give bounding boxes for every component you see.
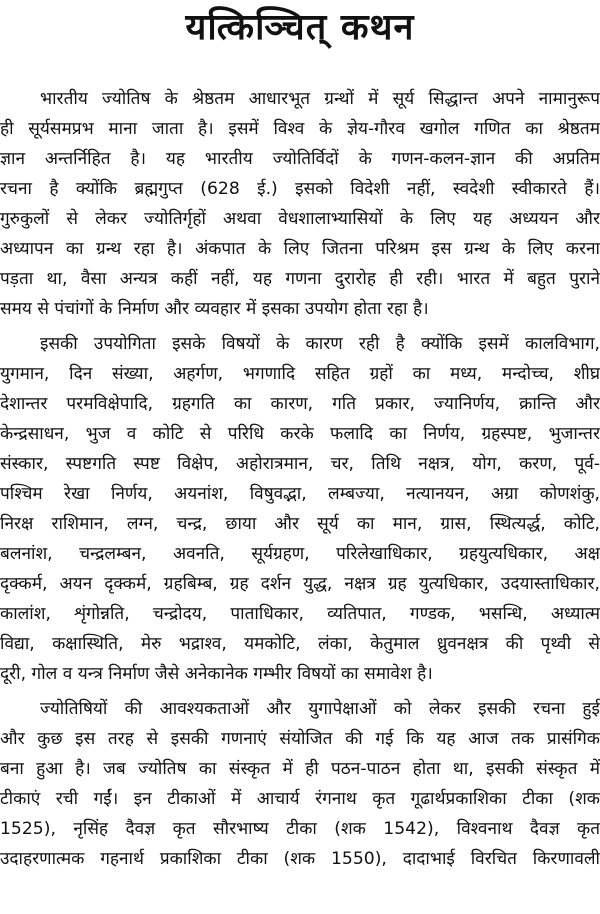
paragraph-2-line-4: केन्द्रसाधन, भुज व कोटि से परिधि करके फलादि का निर्णय, ग्रहस्पष्ट, भुजान्तर — [0, 424, 600, 444]
paragraph-3-line-4: टीकाएं रची गईं। इन टीकाओं में आचार्य रंगनाथ कृत गूढार्थप्रकाशिका टीका (शक — [0, 789, 600, 809]
paragraph-1-line-2: ही सूर्यसमप्रभ माना जाता है। इसमें विश्व के ज्ञेय-गौरव खगोल गणित का श्रेष्ठतम — [0, 119, 600, 139]
paragraph-1-line-8: समय से पंचांगों के निर्माण और व्यवहार में इसका उपयोग होता रहा है। — [0, 299, 429, 319]
paragraph-3-line-2: और कुछ इस तरह से इसकी गणनाएं संयोजित की गई कि यह आज तक प्रासंगिक — [0, 729, 600, 749]
paragraph-1-line-5: गुरुकुलों से लेकर ज्योतिर्गृहों अथवा वेधशालाभ्यासियों के लिए यह अध्ययन और — [0, 209, 600, 229]
paragraph-2-line-11: विद्या, कक्षास्थिति, मेरु भद्राश्व, यमकोटि, लंका, केतुमाल ध्रुवनक्षत्र की पृथ्वी से — [0, 634, 600, 654]
paragraph-2-line-1: इसकी उपयोगिता इसके विषयों के कारण रही है क्योंकि इसमें कालविभाग, — [40, 334, 600, 354]
paragraph-2-line-8: बलनांश, चन्द्रलम्बन, अवनति, सूर्यग्रहण, परिलेखाधिकार, ग्रहयुत्यधिकार, अक्ष — [0, 544, 600, 564]
paragraph-2-line-5: संस्कार, स्पष्टगति स्पष्ट विक्षेप, अहोरात्रमान, चर, तिथि नक्षत्र, योग, करण, पूर्व- — [0, 454, 600, 474]
paragraph-2-line-10: कालांश, शृंगोन्नति, चन्द्रोदय, पाताधिकार, व्यतिपात, गण्डक, भसन्धि, अध्यात्म — [0, 604, 600, 624]
page-title: यत्किञ्चित् कथन — [185, 7, 415, 48]
paragraph-1-line-1: भारतीय ज्योतिष के श्रेष्ठतम आधारभूत ग्रन्थों में सूर्य सिद्धान्त अपने नामानुरूप — [40, 89, 600, 109]
paragraph-2-line-12: दूरी, गोल व यन्त्र निर्माण जैसे अनेकानेक गम्भीर विषयों का समावेश है। — [0, 664, 433, 684]
paragraph-3-line-1: ज्योतिषियों की आवश्यकताओं और युगापेक्षाओं को लेकर इसकी रचना हुई — [40, 699, 600, 719]
paragraph-1-line-6: अध्यापन का ग्रन्थ रहा है। अंकपात के लिए जितना परिश्रम इस ग्रन्थ के लिए करना — [0, 239, 600, 259]
paragraph-2-line-7: निरक्ष राशिमान, लग्न, चन्द्र, छाया और सूर्य का मान, ग्रास, स्थित्यर्द्ध, कोटि, — [0, 514, 600, 534]
paragraph-1-line-4: रचना है क्योंकि ब्रह्मगुप्त (628 ई.) इसको विदेशी नहीं, स्वदेशी स्वीकारते हैं। — [0, 179, 600, 199]
paragraph-3-line-5: 1525), नृसिंह दैवज्ञ कृत सौरभाष्य टीका (शक 1542), विश्वनाथ दैवज्ञ कृत — [0, 819, 600, 839]
paragraph-2-line-9: दृक्कर्म, अयन दृक्कर्म, ग्रहबिम्ब, ग्रह दर्शन युद्ध, नक्षत्र ग्रह युत्यधिकार, उदयास्ताधिकार, — [0, 574, 600, 594]
paragraph-2-line-2: युगमान, दिन संख्या, अहर्गण, भगणादि सहित ग्रहों का मध्य, मन्दोच्च, शीघ्र — [0, 364, 600, 384]
paragraph-3-line-6: उदाहरणात्मक गहनार्थ प्रकाशिका टीका (शक 1550), दादाभाई विरचित किरणावली — [0, 849, 600, 869]
paragraph-3-line-3: बना हुआ है। जब ज्योतिष का संस्कृत में ही पठन-पाठन होता था, इसकी संस्कृत में — [0, 759, 600, 779]
paragraph-1-line-3: ज्ञान अन्तर्निहित है। यह भारतीय ज्योतिर्विदों के गणन-कलन-ज्ञान की अप्रतिम — [0, 149, 600, 169]
paragraph-2-line-3: देशान्तर परमविक्षेपादि, ग्रहगति का कारण, गति प्रकार, ज्यानिर्णय, क्रान्ति और — [0, 394, 600, 414]
paragraph-1-line-7: पड़ता था, वैसा अन्यत्र कहीं नहीं, यह गणना दुरारोह ही रही। भारत में बहुत पुराने — [0, 269, 600, 289]
paragraph-2-line-6: पश्चिम रेखा निर्णय, अयनांश, विषुवद्भा, लम्बज्या, नत्यानयन, अग्रा कोणशंकु, — [0, 484, 600, 504]
